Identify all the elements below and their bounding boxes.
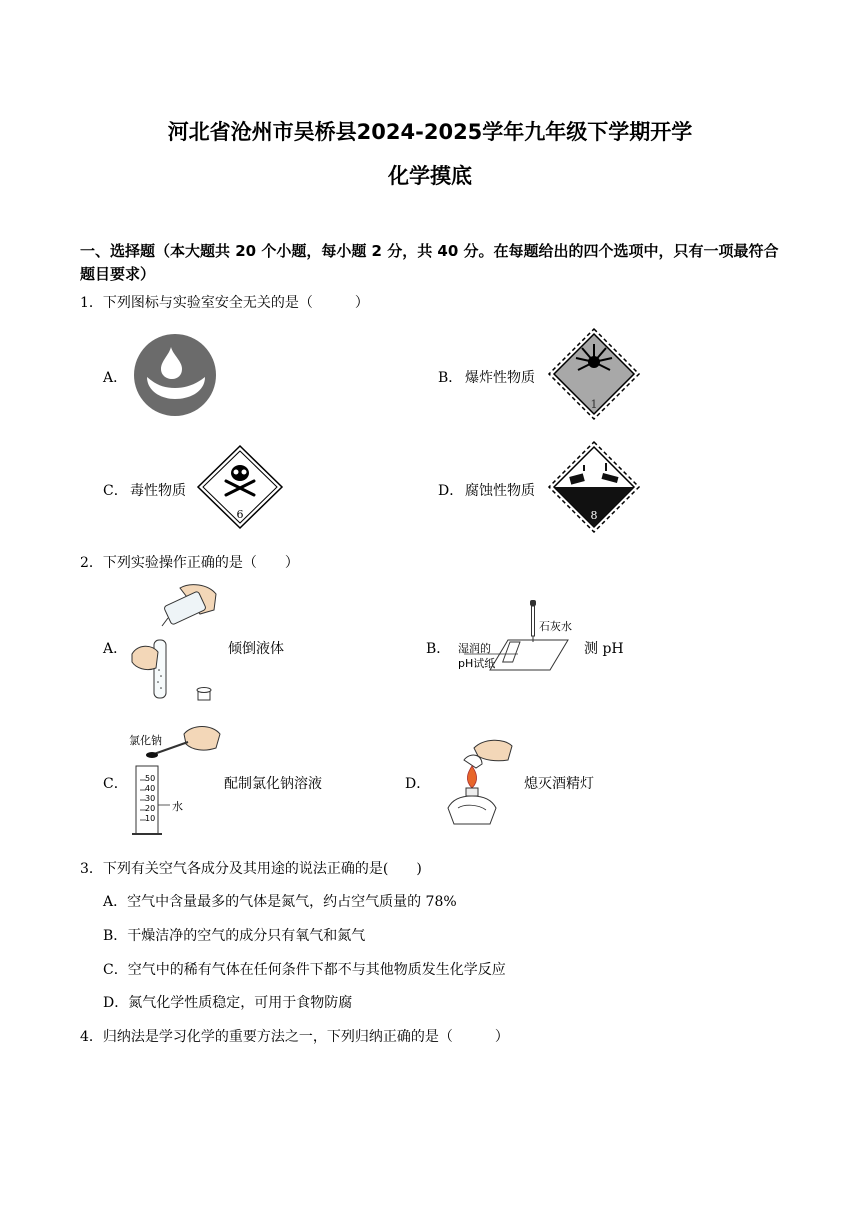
q2-option-d-text: 熄灭酒精灯 — [524, 776, 594, 792]
q2-option-d-letter: D． — [405, 776, 431, 792]
q1-option-c-text: 毒性物质 — [130, 483, 186, 499]
section-heading: 一、选择题（本大题共 20 个小题，每小题 2 分，共 40 分。在每题给出的四个选项中，只有一项最符合题目要求） — [80, 242, 779, 283]
question-3-stem: 3．下列有关空气各成分及其用途的说法正确的是( ) — [80, 861, 422, 877]
pour-liquid-illustration — [128, 580, 224, 704]
question-2-stem: 2．下列实验操作正确的是（ ） — [80, 555, 299, 571]
q2-option-c-letter: C． — [103, 776, 128, 792]
q1-option-b-text: 爆炸性物质 — [465, 370, 535, 386]
scale-20: 20 — [145, 804, 156, 813]
water-label: 水 — [172, 800, 183, 813]
scale-30: 30 — [145, 794, 156, 803]
q1-option-a-letter: A． — [103, 370, 128, 386]
nacl-label: 氯化钠 — [129, 734, 162, 747]
question-1-stem: 1．下列图标与实验室安全无关的是（ ） — [80, 295, 369, 311]
page-subtitle: 化学摸底 — [388, 164, 472, 188]
scale-10: 10 — [145, 814, 156, 823]
q1-option-c-letter: C． — [103, 483, 128, 499]
q2-option-a-letter: A． — [103, 641, 128, 657]
q3-option-b: B．干燥洁净的空气的成分只有氧气和氮气 — [103, 928, 366, 944]
q3-option-c: C．空气中的稀有气体在任何条件下都不与其他物质发生化学反应 — [103, 962, 506, 978]
corrosive-sign-number: 8 — [590, 509, 598, 522]
ph-label-moist: 湿润的 — [458, 642, 491, 655]
q3-option-d: D．氮气化学性质稳定，可用于食物防腐 — [103, 995, 353, 1011]
q2-option-a-text: 倾倒液体 — [228, 641, 284, 657]
water-saving-icon — [133, 333, 217, 417]
alcohol-lamp-illustration — [434, 738, 534, 828]
q1-option-b-letter: B． — [438, 370, 463, 386]
scale-50: 50 — [145, 774, 156, 783]
scale-40: 40 — [145, 784, 156, 793]
explosive-sign-number: 1 — [590, 398, 598, 411]
q1-option-d-text: 腐蚀性物质 — [465, 483, 535, 499]
page-title: 河北省沧州市吴桥县2024-2025学年九年级下学期开学 — [167, 120, 693, 144]
q1-option-d-letter: D． — [438, 483, 464, 499]
ph-label-paper: pH试纸 — [458, 657, 496, 670]
q2-option-b-letter: B． — [426, 641, 451, 657]
explosive-sign-icon — [548, 328, 640, 420]
toxic-sign-number: 6 — [236, 508, 244, 521]
toxic-sign-icon — [196, 445, 284, 529]
q2-option-c-text: 配制氯化钠溶液 — [224, 776, 322, 792]
question-4-stem: 4．归纳法是学习化学的重要方法之一，下列归纳正确的是（ ） — [80, 1029, 509, 1045]
ph-label-limewater: 石灰水 — [539, 620, 572, 633]
corrosive-sign-icon — [548, 441, 640, 533]
q3-option-a: A．空气中含量最多的气体是氮气，约占空气质量的 78% — [103, 894, 457, 910]
q2-option-b-text: 测 pH — [584, 641, 624, 657]
